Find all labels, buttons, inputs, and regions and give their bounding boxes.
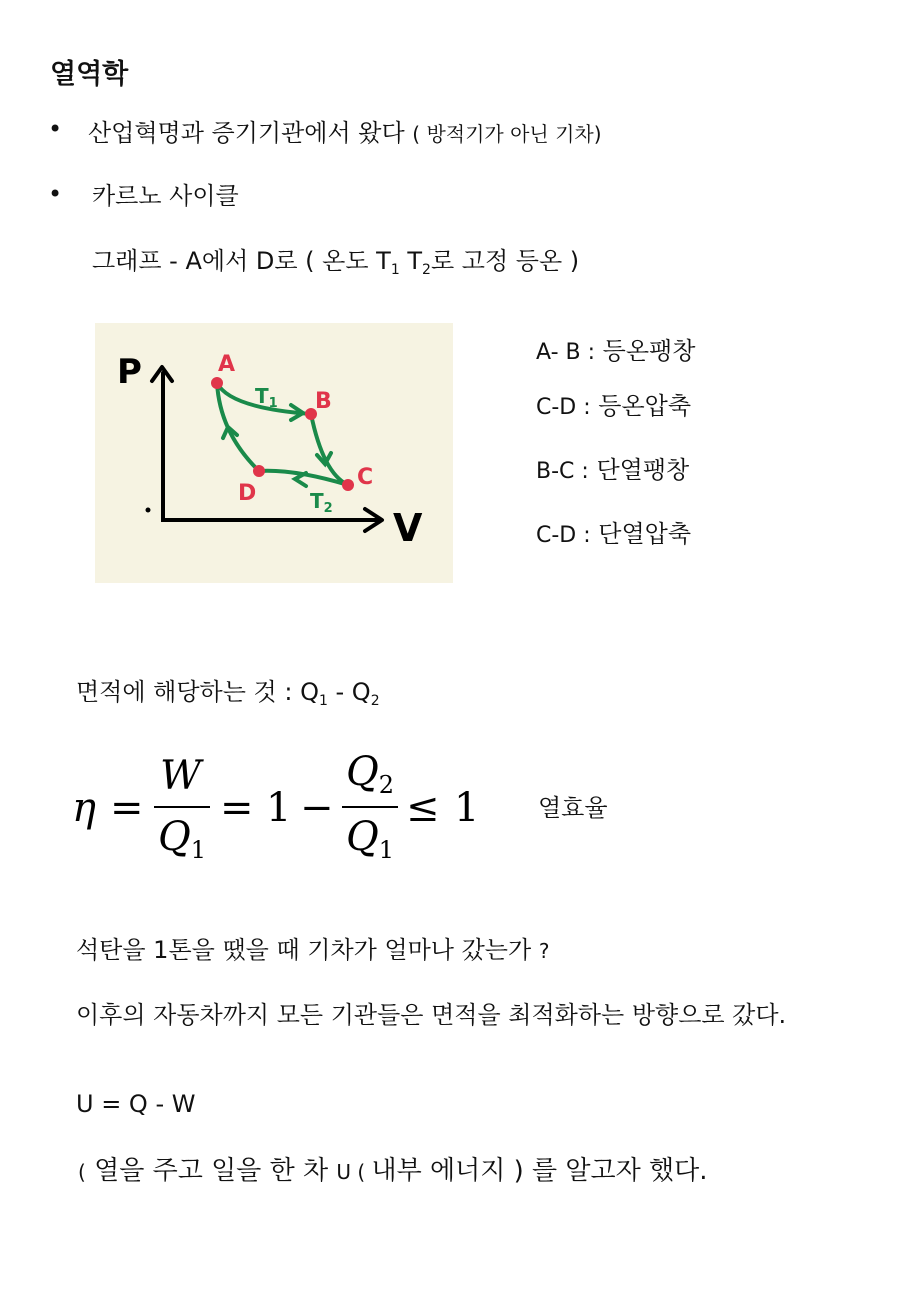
bullet-item [92,176,239,211]
point-a [211,377,223,389]
origin-dot [146,508,151,513]
formula-num2: $Q_2$ [346,749,395,799]
v-axis-label: V [393,506,423,550]
bullet-text: 카르노 사이클 [92,182,239,210]
bullet-marker: • [48,115,63,143]
carnot-graph-svg [95,323,453,583]
curve-d-a [217,383,259,471]
t2-label: $T_2$ [310,489,333,516]
formula-eq2: = [220,785,254,831]
formula-eta: η [72,785,96,831]
point-d-label: D [238,481,257,506]
curve-b-c [311,414,348,485]
bullet-item [88,113,602,148]
formula-label: 열효율 [538,794,608,822]
formula-svg [70,745,490,865]
graph-desc-mid: T [399,247,423,275]
formula-den1: $Q_1$ [158,814,207,864]
formula-minus: − [300,785,334,831]
graph-desc-t2-sub: 2 [422,262,431,278]
process-item: B-C : 단열팽창 [536,456,690,484]
area-description: 면적에 해당하는 것 : $Q_1 - Q_2$ [76,678,380,709]
bullet-text: 산업혁명과 증기기관에서 왔다 [88,119,405,147]
p-axis-label: P [117,352,142,392]
bullet-marker: • [48,180,63,208]
carnot-cycle-graph [95,323,453,583]
efficiency-formula [70,745,490,865]
graph-description [92,241,579,278]
statement-line: 이후의 자동차까지 모든 기관들은 면적을 최적화하는 방향으로 갔다. [76,1001,787,1029]
formula-one2: 1 [454,785,480,831]
formula-leq: ≤ [406,785,440,831]
graph-desc-suffix: 로 고정 등온 ) [430,247,580,275]
process-item: C-D : 등온압축 [536,392,692,420]
graph-desc-t1-sub: 1 [390,262,400,278]
point-c [342,479,354,491]
formula-num1: W [160,753,202,799]
page-title: 열역학 [50,59,129,90]
formula-one: 1 [266,785,292,831]
bullet-note: ( 방적기가 아닌 기차) [412,122,602,146]
point-d [253,465,265,477]
point-b-label: B [315,389,332,414]
t1-label: $T_1$ [255,384,278,411]
question-line: 석탄을 1톤을 땠을 때 기차가 얼마나 갔는가 ? [76,936,550,964]
energy-equation: U = Q - W [76,1090,196,1118]
formula-den2: $Q_1$ [346,814,395,864]
point-a-label: A [218,352,236,377]
graph-desc-prefix: 그래프 - A에서 D로 ( 온도 T [92,247,391,275]
formula-eq1: = [110,785,144,831]
process-item: C-D : 단열압축 [536,520,692,548]
process-item: A- B : 등온팽창 [536,337,696,365]
energy-explanation: ( 열을 주고 일을 한 차 U ( 내부 에너지 ) 를 알고자 했다. [78,1156,708,1186]
point-c-label: C [357,465,374,490]
